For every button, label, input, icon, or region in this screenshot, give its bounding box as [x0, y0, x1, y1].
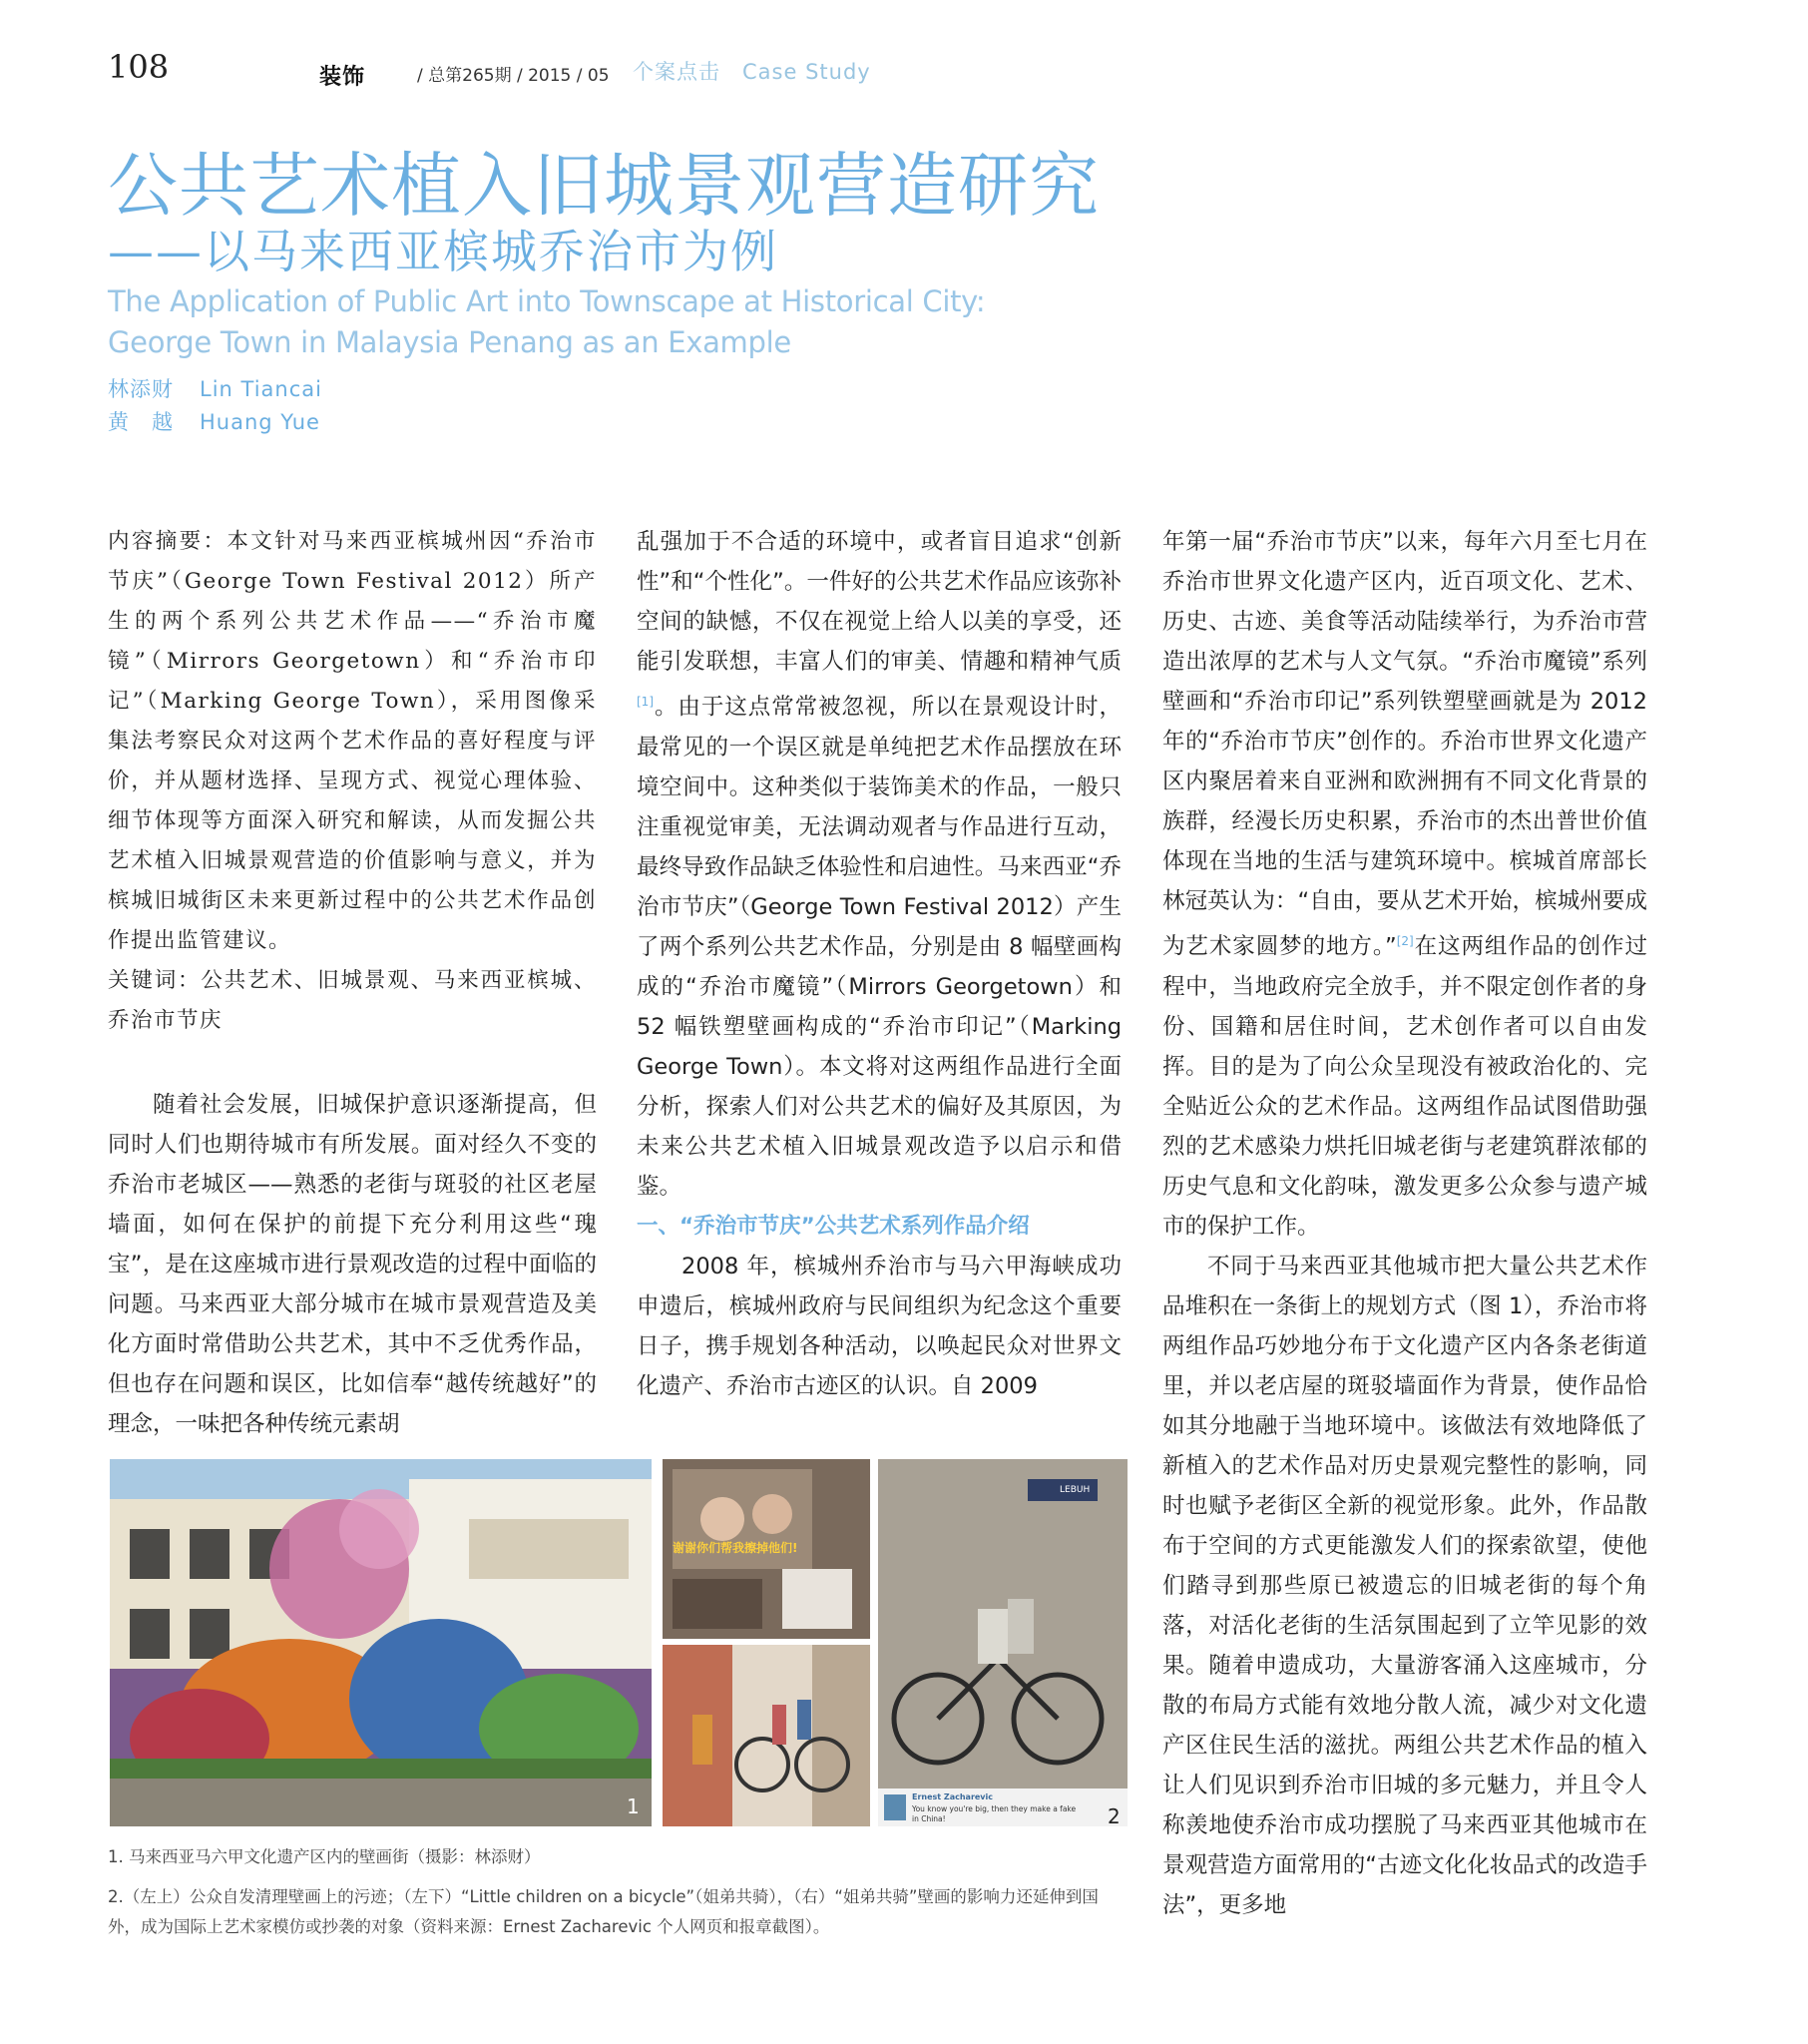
figure-2-bottom-left-photo — [663, 1645, 870, 1826]
figure-2-credit-text: You know you're big, then they make a fake in China! — [912, 1804, 1077, 1823]
reference-2: [2] — [1396, 934, 1414, 948]
author-2-en: Huang Yue — [200, 410, 320, 434]
body-paragraph: 不同于马来西亚其他城市把大量公共艺术作品堆积在一条街上的规划方式（图 1），乔治市将两组作品巧妙地分布于文化遗产区内各条老街道里，并以老店屋的斑驳墙面作为背景，使作品恰如其分地融于当地环境中。该做法有效地降低了新植入的艺术作品对历史景观完整性的影响，同时也赋予老街区全新的视觉形象。此外，作品散布于空间的方式更能激发人们的探索欲望，使他们踏寻到那些原已被遗忘的旧城老街的每个角落，对活化老街的生活氛围起到了立竿见影的效果。随着申遗成功，大量游客涌入这座城市，分散的布局方式能有效地分散人流，减少对文化遗产区住民生活的滋扰。两组公共艺术作品的植入让人们见识到乔治市旧城的多元魅力，并且令人称羡地使乔治市成功摆脱了马来西亚其他城市在景观营造方面常用的“古迹文化化妆品式的改造手法”，更多地 — [1162, 1253, 1647, 1918]
bicycle-mural-wall-illustration — [878, 1459, 1128, 1826]
street-sign: LEBUH — [1060, 1485, 1091, 1495]
english-title-line-2: George Town in Malaysia Penang as an Example — [108, 325, 791, 359]
column-3 — [1162, 522, 1647, 1925]
figure-1-photo — [110, 1459, 652, 1826]
keywords: 关键词：公共艺术、旧城景观、马来西亚槟城、乔治市节庆 — [108, 968, 597, 1033]
figure-2-number: 2 — [1108, 1804, 1121, 1828]
article-subtitle: ——以马来西亚槟城乔治市为例 — [108, 225, 778, 278]
author-2 — [108, 406, 320, 436]
figure-1-caption: 1. 马来西亚马六甲文化遗产区内的壁画街（摄影：林添财） — [108, 1847, 541, 1866]
column-1 — [108, 522, 597, 1444]
issue-info: / 总第265期 / 2015 / 05 — [417, 66, 610, 86]
figure-2-right-photo — [878, 1459, 1128, 1826]
figure-1-number: 1 — [627, 1794, 640, 1818]
mural-street-illustration — [110, 1459, 652, 1826]
author-1 — [108, 373, 322, 403]
author-2-cn: 黄 越 — [108, 410, 174, 434]
children-bicycle-mural-illustration — [663, 1645, 870, 1826]
english-title — [108, 281, 985, 363]
magazine-logo: 装饰 — [319, 65, 366, 90]
figure-2-top-left-photo — [663, 1459, 870, 1639]
author-1-cn: 林添财 — [108, 377, 174, 401]
column-2 — [637, 522, 1122, 1406]
body-text: 乱强加于不合适的环境中，或者盲目追求“创新性”和“个性化”。一件好的公共艺术作品应该弥补空间的缺憾，不仅在视觉上给人以美的享受，还能引发联想，丰富人们的审美、情趣和精神气质 — [637, 529, 1122, 675]
body-paragraph — [637, 522, 1122, 1207]
body-text: 年第一届“乔治市节庆”以来，每年六月至七月在乔治市世界文化遗产区内，近百项文化、艺术、历史、古迹、美食等活动陆续举行，为乔治市营造出浓厚的艺术与人文气氛。“乔治市魔镜”系列壁画和“乔治市印记”系列铁塑壁画就是为 2012 年的“乔治市节庆”创作的。乔治市世界文化遗产区内聚居着来自亚洲和欧洲拥有不同文化背景的族群，经漫长历史积累，乔治市的杰出普世价值体现在当地的生活与建筑环境中。槟城首席部长林冠英认为：“自由，要从艺术开始，槟城州要成为艺术家圆梦的地方。” — [1162, 529, 1647, 960]
body-text: 在这两组作品的创作过程中，当地政府完全放手，并不限定创作者的身份、国籍和居住时间，艺术创作者可以自由发挥。目的是为了向公众呈现没有被政治化的、完全贴近公众的艺术作品。这两组作品试图借助强烈的艺术感染力烘托旧城老街与老建筑群浓郁的历史气息和文化韵味，激发更多公众参与遗产城市的保护工作。 — [1162, 933, 1647, 1240]
section-heading: 一、“乔治市节庆”公共艺术系列作品介绍 — [637, 1213, 1030, 1239]
abstract-text: 内容摘要：本文针对马来西亚槟城州因“乔治市节庆”（George Town Festival 2012）所产生的两个系列公共艺术作品——“乔治市魔镜”（Mirrors Georgetown）和“乔治市印记”（Marking George Town），采用图像采集法考察民众对这两个艺术作品的喜好程度与评价，并从题材选择、呈现方式、视觉心理体验、细节体现等方面深入研究和解读，从而发掘公共艺术植入旧城景观营造的价值影响与意义，并为槟城旧城街区未来更新过程中的公共艺术作品创作提出监管建议。 — [108, 529, 597, 953]
section-label: 个案点击 Case Study — [633, 60, 871, 84]
abstract — [108, 522, 597, 1041]
body-paragraph — [1162, 522, 1647, 1247]
figure-2-caption: 2.（左上）公众自发清理壁画上的污迹；（左下）“Little children on a bicycle”（姐弟共骑），（右）“姐弟共骑”壁画的影响力还延伸到国外，成为国际上艺术家模仿或抄袭的对象（资料来源：Ernest Zacharevic 个人网页和报章截图）。 — [108, 1887, 1099, 1936]
body-paragraph: 随着社会发展，旧城保护意识逐渐提高，但同时人们也期待城市有所发展。面对经久不变的乔治市老城区——熟悉的老街与斑驳的社区老屋墙面，如何在保护的前提下充分利用这些“瑰宝”，是在这座城市进行景观改造的过程中面临的问题。马来西亚大部分城市在城市景观营造及美化方面时常借助公共艺术，其中不乏优秀作品，但也存在问题和误区，比如信奉“越传统越好”的理念，一味把各种传统元素胡 — [108, 1092, 597, 1437]
page-number: 108 — [108, 48, 170, 86]
body-paragraph: 2008 年，槟城州乔治市与马六甲海峡成功申遗后，槟城州政府与民间组织为纪念这个重要日子，携手规划各种活动，以唤起民众对世界文化遗产、乔治市古迹区的认识。自 2009 — [637, 1253, 1122, 1399]
article-title: 公共艺术植入旧城景观营造研究 — [108, 145, 1100, 227]
figure-2-credit-name: Ernest Zacharevic — [912, 1792, 994, 1801]
author-1-en: Lin Tiancai — [200, 377, 322, 401]
body-text: 。由于这点常常被忽视，所以在景观设计时，最常见的一个误区就是单纯把艺术作品摆放在环境空间中。这种类似于装饰美术的作品，一般只注重视觉审美，无法调动观者与作品进行互动，最终导致作品缺乏体验性和启迪性。马来西亚“乔治市节庆”（George Town Festival 2012）产生了两个系列公共艺术作品，分别是由 8 幅壁画构成的“乔治市魔镜”（Mirrors Georgetown）和 52 幅铁塑壁画构成的“乔治市印记”（Marking George Town）。本文将对这两组作品进行全面分析，探索人们对公共艺术的偏好及其原因，为未来公共艺术植入旧城景观改造予以启示和借鉴。 — [637, 694, 1122, 1200]
english-title-line-1: The Application of Public Art into Townscape at Historical City: — [108, 284, 986, 318]
figure-2-overlay-text: 谢谢你们帮我擦掉他们! — [673, 1541, 798, 1555]
reference-1: [1] — [637, 695, 654, 709]
